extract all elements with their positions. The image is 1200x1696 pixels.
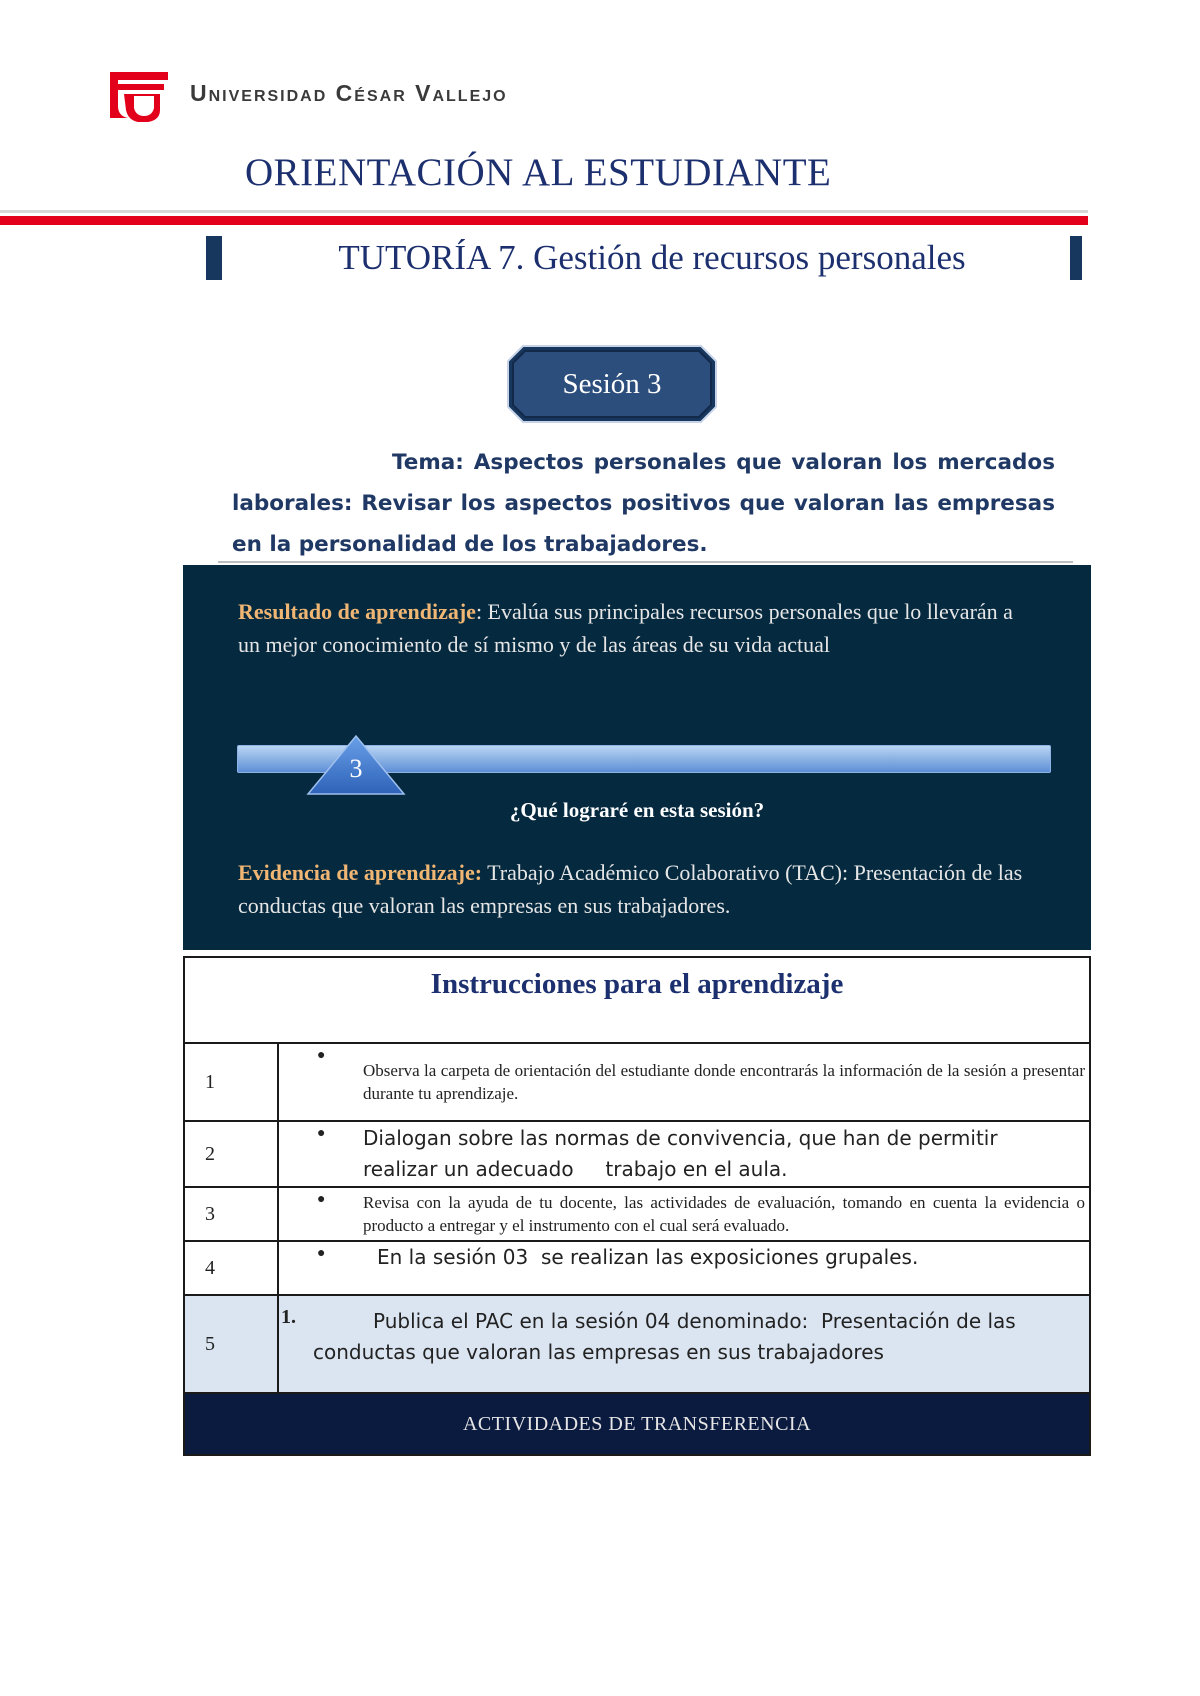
evidencia-paragraph <box>238 856 1038 922</box>
list-marker: 1. <box>281 1306 296 1328</box>
instructions-title: Instrucciones para el aprendizaje <box>430 968 844 1000</box>
row-number: 2 <box>184 1121 278 1187</box>
tema-text: Tema: Aspectos personales que valoran los mercados laborales: Revisar los aspectos positivos que valoran las empresas en la personalidad de los trabajadores. <box>232 450 1055 557</box>
row-content <box>278 1043 1090 1121</box>
row-content <box>278 1187 1090 1241</box>
table-row <box>184 1295 1090 1393</box>
instructions-header-row <box>184 957 1090 1043</box>
table-row <box>184 1043 1090 1121</box>
row-text: En la sesión 03 se realizan las exposiciones grupales. <box>377 1245 919 1269</box>
row-content <box>278 1121 1090 1187</box>
session-question: ¿Qué lograré en esta sesión? <box>509 798 765 822</box>
header-divider-red <box>0 216 1088 225</box>
resultado-label: Resultado de aprendizaje <box>238 599 476 624</box>
row-text: Observa la carpeta de orientación del estudiante donde encontrarás la información de la sesión a presentar durante tu aprendizaje. <box>363 1061 1085 1103</box>
step-number: 3 <box>349 754 363 783</box>
table-row <box>184 1241 1090 1295</box>
row-text: Dialogan sobre las normas de convivencia, que han de permitir realizar un adecuado trabajo en el aula. <box>363 1126 1004 1181</box>
bullet-icon: ● <box>317 1246 326 1261</box>
session-label: Sesión 3 <box>562 368 662 400</box>
page-title: ORIENTACIÓN AL ESTUDIANTE <box>245 151 832 194</box>
university-logo-icon <box>104 66 174 124</box>
row-content <box>278 1295 1090 1393</box>
tema-paragraph <box>232 442 1055 565</box>
footer-row <box>184 1393 1090 1455</box>
table-row <box>184 1187 1090 1241</box>
row-number: 5 <box>184 1295 278 1393</box>
table-row <box>184 1121 1090 1187</box>
instructions-header-cell <box>184 957 1090 1043</box>
row-text: Revisa con la ayuda de tu docente, las actividades de evaluación, tomando en cuenta la evidencia o producto a entregar y el instrumento con el cual será evaluado. <box>363 1193 1085 1235</box>
bullet-icon: ● <box>317 1048 326 1063</box>
tema-divider <box>218 561 1073 563</box>
evidencia-label: Evidencia de aprendizaje: <box>238 860 483 885</box>
resultado-text: : Evalúa sus principales recursos personales que lo llevarán a un mejor conocimiento de sí mismo y de las áreas de su vida actual <box>238 599 1013 657</box>
row-number: 3 <box>184 1187 278 1241</box>
row-number: 1 <box>184 1043 278 1121</box>
bullet-icon: ● <box>317 1192 326 1207</box>
instructions-table <box>183 956 1091 1456</box>
row-number: 4 <box>184 1241 278 1295</box>
activities-footer: ACTIVIDADES DE TRANSFERENCIA <box>184 1393 1090 1455</box>
university-name: Universidad César Vallejo <box>190 80 508 106</box>
bullet-icon: ● <box>317 1126 326 1141</box>
tutoria-title: TUTORÍA 7. Gestión de recursos personales <box>338 238 966 277</box>
row-content <box>278 1241 1090 1295</box>
row-text: Publica el PAC en la sesión 04 denominado: Presentación de las conductas que valoran las empresas en sus trabajadores <box>313 1309 1023 1364</box>
evidencia-text: Trabajo Académico Colaborativo (TAC): Presentación de las conductas que valoran las empresas en sus trabajadores. <box>238 860 1023 918</box>
header-divider-grey <box>0 210 1088 213</box>
resultado-paragraph <box>238 595 1028 661</box>
